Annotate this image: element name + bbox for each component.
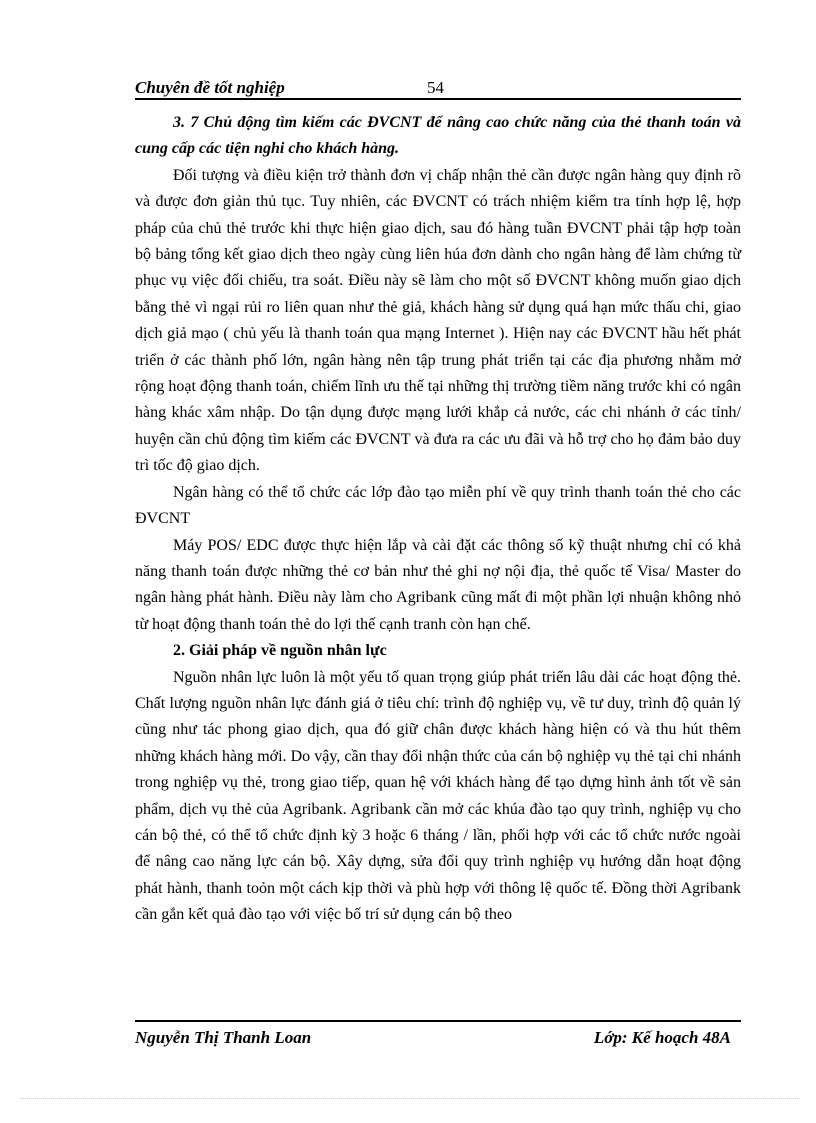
- page-header: [135, 74, 741, 100]
- paragraph: Nguồn nhân lực luôn là một yếu tố quan trọng giúp phát triển lâu dài các hoạt động thẻ. Chất lượng nguồn nhân lực đánh giá ở tiêu chí: trình độ nghiệp vụ, về tư duy, trình độ quản lý cũng như tác phong giao dịch, qua đó giữ chân được khách hàng hiện có và thu hút thêm những khách hàng mới. Do vậy, cần thay đổi nhận thức của cán bộ nghiệp vụ thẻ tại chi nhánh trong nghiệp vụ thẻ, trong giao tiếp, quan hệ với khách hàng để tạo dựng hình ảnh tốt về sản phẩm, dịch vụ thẻ của Agribank. Agribank cần mở các khúa đào tạo quy trình, nghiệp vụ cho cán bộ thẻ, có thể tổ chức định kỳ 3 hoặc 6 tháng / lần, phối hợp với các tổ chức nước ngoài để nâng cao năng lực cán bộ. Xây dựng, sửa đổi quy trình nghiệp vụ hướng dẫn hoạt động phát hành, thanh toỏn một cách kịp thời và phù hợp với thông lệ quốc tế. Đồng thời Agribank cần gắn kết quả đào tạo với việc bố trí sử dụng cán bộ theo: [135, 668, 741, 924]
- page-bottom-border: [20, 1098, 800, 1099]
- paragraph: Máy POS/ EDC được thực hiện lắp và cài đặt các thông số kỹ thuật nhưng chỉ có khả năng thanh toán được những thẻ cơ bản như thẻ ghi nợ nội địa, thẻ quốc tế Visa/ Master do ngân hàng phát hành. Điều này làm cho Agribank cũng mất đi một phần lợi nhuận không nhỏ từ hoạt động thanh toán thẻ do lợi thế cạnh tranh còn hạn chế.: [135, 536, 741, 633]
- footer-class: Lớp: Kế hoạch 48A: [593, 1028, 731, 1047]
- section-heading: 3. 7 Chủ động tìm kiếm các ĐVCNT để nâng cao chức năng của thẻ thanh toán và cung cấp các tiện nghi cho khách hàng.: [135, 114, 741, 158]
- paragraph: Ngân hàng có thể tổ chức các lớp đào tạo miễn phí về quy trình thanh toán thẻ cho các ĐVCNT: [135, 483, 741, 528]
- header-title: Chuyên đề tốt nghiệp: [135, 78, 285, 97]
- subheading: 2. Giải pháp về nguồn nhân lực: [173, 642, 387, 660]
- page-body: [135, 110, 741, 929]
- footer-author: Nguyễn Thị Thanh Loan: [135, 1028, 312, 1047]
- page-number: 54: [427, 78, 444, 97]
- paragraph: Đối tượng và điều kiện trở thành đơn vị chấp nhận thẻ cần được ngân hàng quy định rõ và được đơn giản thủ tục. Tuy nhiên, các ĐVCNT có trách nhiệm kiểm tra tính hợp lệ, hợp pháp của chủ thẻ trước khi thực hiện giao dịch, sau đó hàng tuần ĐVCNT phải tập hợp toàn bộ bảng tổng kết giao dịch theo ngày cùng liên húa đơn dành cho ngân hàng để làm chứng từ phục vụ việc đối chiếu, tra soát. Điều này sẽ làm cho một số ĐVCNT không muốn giao dịch bằng thẻ vì ngại rủi ro liên quan như thẻ giả, khách hàng sử dụng quá hạn mức thấu chi, giao dịch giả mạo ( chủ yếu là thanh toán qua mạng Internet ). Hiện nay các ĐVCNT hầu hết phát triển ở các thành phố lớn, ngân hàng nên tập trung phát triển tại các địa phương nhằm mở rộng hoạt động thanh toán, chiếm lĩnh ưu thế tại những thị trường tiềm năng trước khi có ngân hàng khác xâm nhập. Do tận dụng được mạng lưới khắp cả nước, các chi nhánh ở các tỉnh/ huyện cần chủ động tìm kiếm các ĐVCNT và đưa ra các ưu đãi và hỗ trợ cho họ đảm bảo duy trì tốc độ giao dịch.: [135, 166, 741, 475]
- page-footer: [135, 1020, 741, 1060]
- header-rule: [135, 98, 741, 100]
- footer-rule: [135, 1020, 741, 1022]
